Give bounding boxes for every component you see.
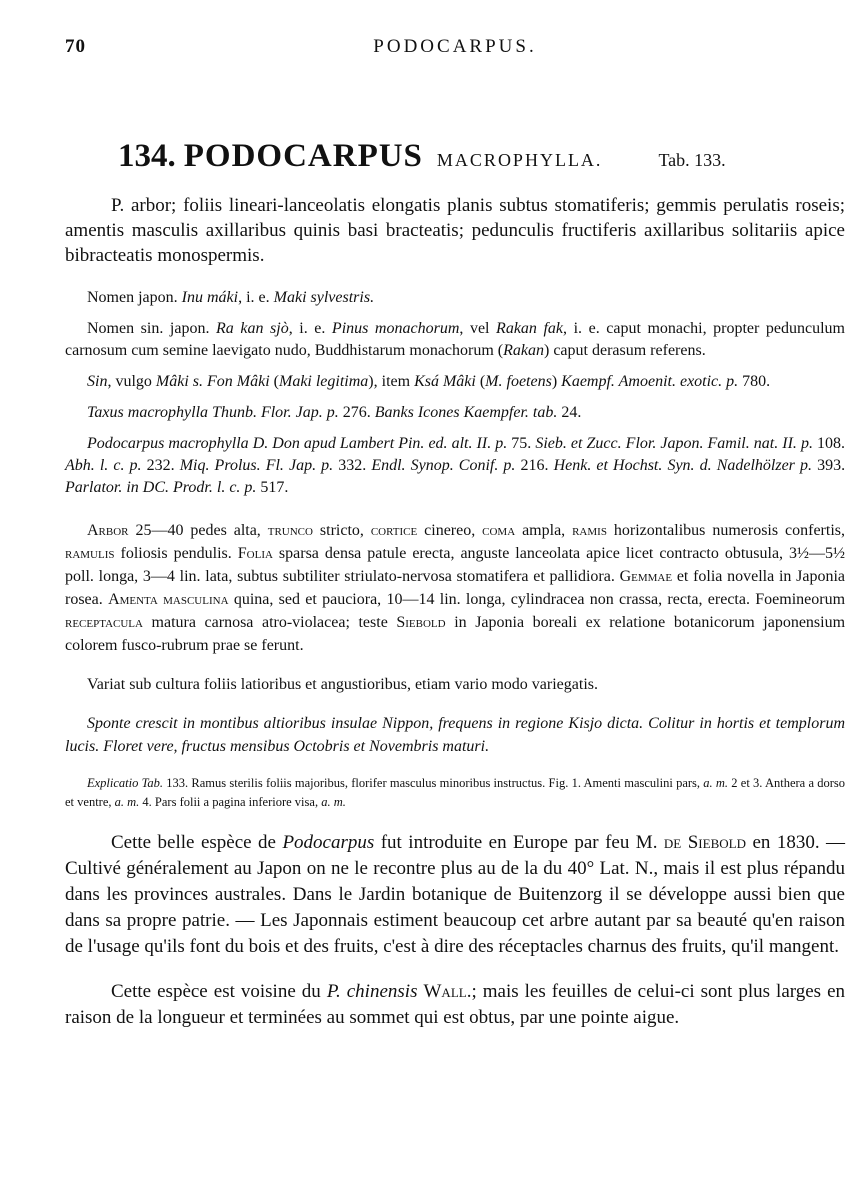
explic-italic: a. m. <box>114 795 140 809</box>
desc-text: foliosis pendulis. <box>120 545 232 562</box>
term-trunco: trunco <box>267 522 313 539</box>
desc-text: 25—40 pedes alta, <box>135 522 261 539</box>
explic-text: 2 et 3. Anthera a dorso et ventre, <box>65 776 846 809</box>
french-text: Cette belle espèce de <box>111 832 276 853</box>
nomen-sin-entry <box>65 318 845 362</box>
term-cortice: cortice <box>370 522 418 539</box>
explic-text: 133. Ramus sterilis foliis majoribus, florifer masculus minoribus instructus. Fig. 1. Amenti masculini pars, <box>166 776 701 790</box>
desc-text: in Japonia boreali ex relatione botanicorum japonensium colorem fusco-rubrum prae se ferunt. <box>65 614 846 654</box>
term-siebold: Siebold <box>396 614 446 631</box>
plate-explanation <box>65 774 845 812</box>
french-paragraph-1 <box>65 830 845 960</box>
entry-text: ) <box>551 373 558 390</box>
explic-label: Explicatio Tab. <box>87 776 164 790</box>
french-smallcaps: Siebold <box>687 832 746 853</box>
species-genus: PODOCARPUS <box>183 138 423 174</box>
desc-text: sparsa densa patule erecta, anguste lanceolata apice licet contracto obtusula, 3½—5½ poll. longa, 3—4 lin. lata, subtus subtiliter striulato-nervosa stomatifera et pallidiora. <box>65 545 846 585</box>
explic-text: 4. Pars folii a pagina inferiore visa, <box>142 795 319 809</box>
french-smallcaps: de <box>663 832 682 853</box>
entry-text: , i. e. <box>238 289 270 306</box>
desc-text: matura carnosa atro-violacea; teste <box>151 614 388 631</box>
entry-text: ( <box>479 373 486 390</box>
entry-italic: Endl. Synop. Conif. p. <box>371 457 516 474</box>
running-head <box>65 36 845 66</box>
description <box>65 519 845 657</box>
desc-text: et folia novella in Japonia rosea. <box>65 568 846 608</box>
entry-italic: Kaempf. Amoenit. exotic. p. <box>561 373 739 390</box>
entry-text: 276. <box>342 404 371 421</box>
entry-text: 108. <box>817 435 846 452</box>
entry-italic: Henk. et Hochst. Syn. d. Nadelhölzer p. <box>553 457 812 474</box>
entry-text: , i. e. <box>288 320 326 337</box>
entry-italic: Mâki s. Fon Mâki <box>155 373 270 390</box>
entry-italic: Ksá Mâki <box>414 373 476 390</box>
entry-text: , i. e. caput monachi, propter pedunculum carnosum cum semine laevigato nudo, Buddhistarum monachorum ( <box>65 320 845 359</box>
term-gemmae: Gemmae <box>619 568 673 585</box>
entry-text: 24. <box>561 404 582 421</box>
entry-italic: Taxus macrophylla Thunb. Flor. Jap. p. <box>87 404 339 421</box>
term-ramis: ramis <box>572 522 607 539</box>
entry-italic: Parlator. in DC. Prodr. l. c. p. <box>65 479 257 496</box>
entry-italic: Sieb. et Zucc. Flor. Japon. Famil. nat. II. p. <box>535 435 813 452</box>
desc-text: cinereo, <box>424 522 476 539</box>
sino-name: Rakan fak <box>496 320 564 337</box>
french-italic: Podocarpus <box>282 832 375 853</box>
species-number: 134. <box>118 138 176 174</box>
explic-italic: a. m. <box>703 776 729 790</box>
entry-text: ( <box>273 373 279 390</box>
entry-italic: Podocarpus macrophylla D. Don apud Lambert Pin. ed. alt. II. p. <box>87 435 508 452</box>
podocarpus-entry <box>65 433 845 499</box>
desc-text: ampla, <box>522 522 566 539</box>
entry-italic: M. foetens <box>485 373 552 390</box>
plate-reference: Tab. 133. <box>658 150 726 170</box>
entry-lead: Nomen sin. japon. <box>87 320 210 337</box>
desc-text: horizontalibus numerosis confertis, <box>613 522 845 539</box>
running-title: PODOCARPUS. <box>373 36 537 57</box>
sin-entry <box>65 371 845 393</box>
french-text: ; mais les feuilles de celui-ci sont plus larges en raison de la longueur et terminées au sommet qui est obtus, par une pointe aigue. <box>65 981 846 1028</box>
entry-text: 780. <box>742 373 771 390</box>
french-text: fut introduite en Europe par feu M. <box>380 832 658 853</box>
sino-name: Ra kan sjò <box>216 320 289 337</box>
entry-text: ) caput derasum referens. <box>544 342 706 359</box>
entry-italic: Abh. l. c. p. <box>65 457 142 474</box>
term-arbor: Arbor <box>87 522 129 539</box>
entry-text: 216. <box>520 457 549 474</box>
species-heading <box>118 138 845 175</box>
french-smallcaps: Wall. <box>423 981 472 1002</box>
latin-name: Pinus monachorum <box>331 320 460 337</box>
japanese-name: Inu máki <box>181 289 239 306</box>
french-italic: P. chinensis <box>326 981 418 1002</box>
french-text: Cette espèce est voisine du <box>111 981 321 1002</box>
name-meaning: Maki sylvestris. <box>273 289 375 306</box>
entry-lead: Sin <box>87 373 108 390</box>
entry-text: 332. <box>338 457 367 474</box>
entry-lead: Nomen japon. <box>87 289 178 306</box>
term-amenta: Amenta masculina <box>108 591 229 608</box>
desc-text: stricto, <box>319 522 364 539</box>
entry-text: 75. <box>511 435 532 452</box>
species-epithet: MACROPHYLLA. <box>436 150 603 170</box>
term-receptacula: receptacula <box>65 614 143 631</box>
variat-paragraph: Variat sub cultura foliis latioribus et angustioribus, etiam vario modo variegatis. <box>87 676 598 693</box>
diagnosis: P. arbor; foliis lineari-lanceolatis elongatis planis subtus stomatiferis; gemmis perulatis roseis; amentis masculis axillaribus quinis basi bracteatis; pedunculis fructiferis axillaribus solitariis apice bibracteatis monospermis. <box>65 195 845 266</box>
entry-text: , vel <box>459 320 490 337</box>
sino-name: Rakan <box>503 342 544 359</box>
habitat-paragraph: Sponte crescit in montibus altioribus insulae Nippon, frequens in regione Kisjo dicta. Colitur in hortis et templorum lucis. Floret vere, fructus mensibus Octobris et Novembris maturi. <box>65 715 845 755</box>
entry-italic: Miq. Prolus. Fl. Jap. p. <box>179 457 334 474</box>
nomen-japon-entry <box>65 287 845 309</box>
entry-text: , vulgo <box>107 373 152 390</box>
entry-text: 232. <box>146 457 175 474</box>
desc-text: quina, sed et pauciora, 10—14 lin. longa, cylindracea non crassa, recta, erecta. Foemineorum <box>233 591 846 608</box>
entry-text: ), item <box>368 373 411 390</box>
entry-italic: Maki legitima <box>278 373 369 390</box>
term-folia: Folia <box>237 545 273 562</box>
entry-text: 393. <box>817 457 846 474</box>
explic-italic: a. m. <box>321 795 346 809</box>
french-text: en 1830. — Cultivé généralement au Japon on ne le recontre plus au de la du 40° Lat. N., mais il est plus répandu dans les provinces australes. Dans le Jardin botanique de Buitenzorg il se développe aussi bien que dans sa propre patrie. — Les Japonnais estiment beaucoup cet arbre autant par sa beauté qu'en raison de l'usage qu'ils font du bois et des fruits, c'est à dire des réceptacles charnus des fruits, qu'il mangent. <box>65 832 846 957</box>
term-coma: coma <box>482 522 516 539</box>
term-ramulis: ramulis <box>65 545 115 562</box>
page-number: 70 <box>65 36 86 57</box>
taxus-entry <box>65 402 845 424</box>
book-page <box>65 36 845 1050</box>
entry-text: 517. <box>260 479 289 496</box>
entry-italic: Banks Icones Kaempfer. tab. <box>374 404 558 421</box>
french-paragraph-2 <box>65 979 845 1031</box>
